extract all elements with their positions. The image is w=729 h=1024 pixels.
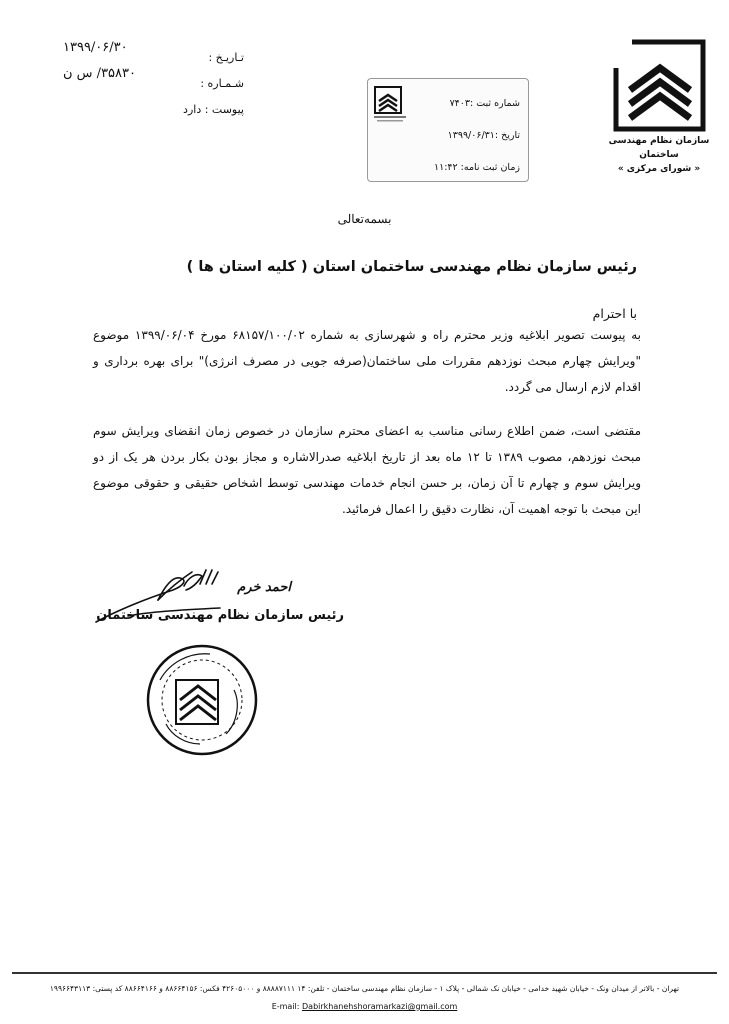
handwritten-signature xyxy=(88,560,228,640)
stamp-logo-icon xyxy=(373,85,407,125)
number-label: شـمـاره : xyxy=(200,77,244,90)
date-label: تـاریـخ : xyxy=(208,51,244,64)
organization-name xyxy=(600,134,718,176)
footer-divider xyxy=(12,972,717,974)
number-value: ۳۵۸۳۰/ س ن xyxy=(63,66,136,81)
footer-email-link[interactable]: Dabirkhanehshoramarkazi@gmail.com xyxy=(302,1002,458,1011)
date-value: ۱۳۹۹/۰۶/۳۰ xyxy=(63,40,128,55)
organization-logo xyxy=(612,38,707,133)
signer-name: احمد خرم xyxy=(237,580,291,595)
organization-name-line1: سازمان نظام مهندسی ساختمان xyxy=(608,136,710,160)
official-seal xyxy=(142,640,262,760)
footer-email-label: E-mail: xyxy=(271,1002,303,1011)
letter-salutation: با احترام xyxy=(592,306,637,321)
letter-paragraph-1: به پیوست تصویر ابلاغیه وزیر محترم راه و شهرسازی به شماره ۶۸۱۵۷/۱۰۰/۰۲ مورخ ۱۳۹۹/۰۶/۰۴ موضوع "ویرایش چهارم مبحث نوزدهم مقررات ملی ساختمان(صرفه جویی در مصرف انرژی)" برای بهره برداری و اقدام لازم ارسال می گردد. xyxy=(93,328,641,394)
registration-number: شماره ثبت :۷۴۰۳ xyxy=(449,98,520,109)
letter-recipient: رئیس سازمان نظام مهندسی ساختمان استان ( کلیه استان ها ) xyxy=(186,259,637,275)
registration-stamp xyxy=(367,78,529,182)
bismillah: بسمه‌تعالی xyxy=(337,212,392,226)
attachment-label: پیوست : دارد xyxy=(183,103,244,116)
signer-title: رئیس سازمان نظام مهندسی ساختمان xyxy=(96,608,344,623)
footer-email-line xyxy=(12,1000,717,1014)
registration-time: زمان ثبت نامه: ۱۱:۴۲ xyxy=(434,162,520,173)
letter-paragraph-2: مقتضی است، ضمن اطلاع رسانی مناسب به اعضای محترم سازمان در خصوص زمان انقضای ویرایش سوم مبحث نوزدهم، مصوب ۱۳۸۹ تا ۱۲ ماه بعد از تاریخ ابلاغیه صدرالاشاره و مجاز بودن بکار بردن هر یک از دو ویرایش سوم و چهارم تا آن زمان، بر حسن انجام خدمات مهندسی توسط اشخاص حقیقی و حقوقی موضوع این مبحث با توجه اهمیت آن، نظارت دقیق را اعمال فرمائید. xyxy=(93,424,642,516)
footer-address: تهران - بالاتر از میدان ونک - خیابان شهید خدامی - خیابان نک شمالی - پلاک ۱ - سازمان نظام مهندسی ساختمان - تلفن: ۱۴ ۸۸۸۸۷۱۱۱ و ۴۲۶۰۵۰۰۰ فکس: ۸۸۶۶۴۱۵۶ و ۸۸۶۶۴۱۶۶ کد پستی: ۱۹۹۶۶۴۳۱۱۳ xyxy=(49,984,680,993)
registration-date: تاریخ :۱۳۹۹/۰۶/۳۱ xyxy=(447,130,520,141)
organization-name-line2: « شورای مرکزی » xyxy=(617,164,701,174)
